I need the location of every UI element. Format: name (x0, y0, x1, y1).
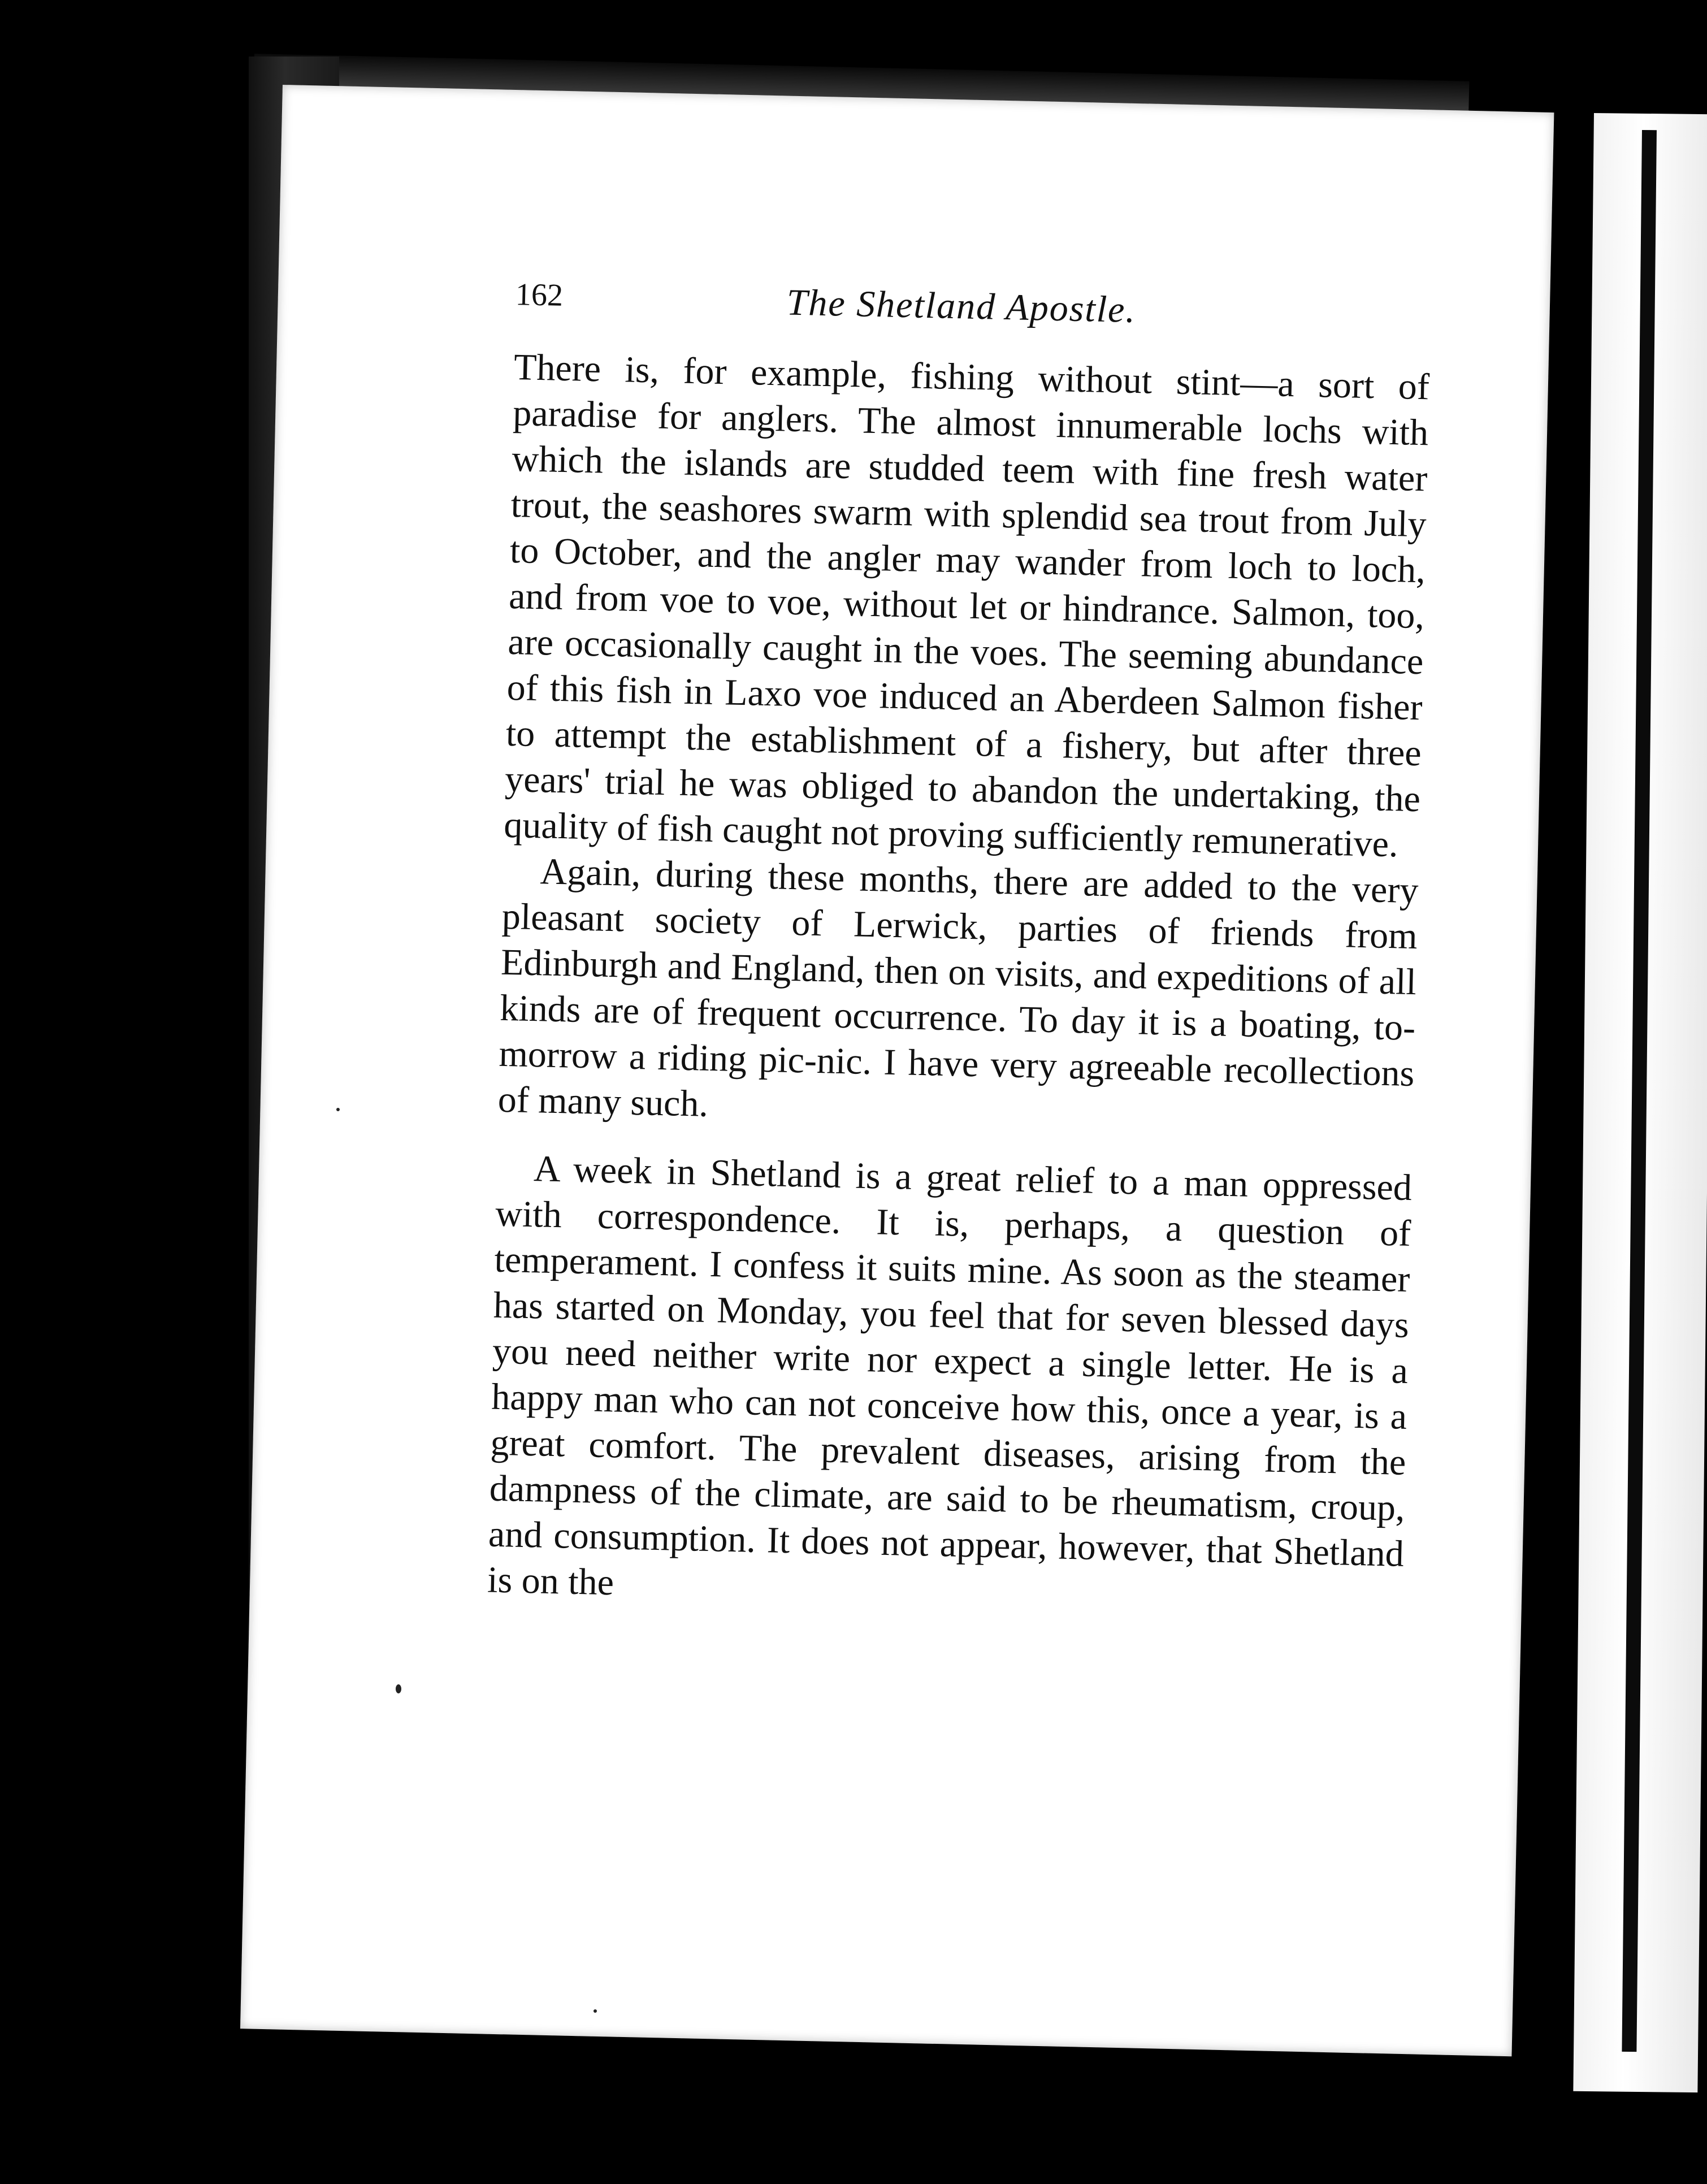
dust-speck (396, 1684, 401, 1693)
page-content (487, 276, 1432, 1623)
book-page (240, 85, 1554, 2056)
paragraph-3: A week in Shetland is a great relief to a man oppressed with correspondence. It is, perhaps, a question of temperament. I confess it suits mine. As soon as the steamer has started on Monday, you feel that for seven blessed days you need neither write nor expect a single letter. He is a happy man who can not conceive how this, once a year, is a great comfort. The prevalent diseases, arising from the dampness of the climate, are said to be rheumatism, croup, and consumption. It does not appear, however, that Shetland is on the (487, 1148, 1413, 1604)
running-title: The Shetland Apostle. (786, 281, 1137, 331)
paragraph-2: Again, during these months, there are added to the very pleasant society of Lerwick, parties of friends from Edinburgh and England, then on visits, and expeditions of all kinds are of frequent occurrence. To day it is a boating, to-morrow a riding pic-nic. I have very agreeable recollections of many such. (497, 851, 1419, 1125)
dust-speck (336, 1108, 340, 1111)
page-number: 162 (515, 277, 564, 313)
dust-speck (593, 2009, 597, 2013)
body-text (487, 344, 1430, 1623)
paragraph-1: There is, for example, fishing without stint—a sort of paradise for anglers. The almost innumerable lochs with which the islands are studded teem with fine fresh water trout, the seashores swarm with splendid sea trout from July to October, and the angler may wander from loch to loch, and from voe to voe, without let or hindrance. Salmon, too, are occasionally caught in the voes. The seeming abundance of this fish in Laxo voe induced an Aberdeen Salmon fisher to attempt the establishment of a fishery, but after three years' trial he was obliged to abandon the undertaking, the quality of fish caught not proving sufficiently remunerative. (503, 346, 1430, 865)
